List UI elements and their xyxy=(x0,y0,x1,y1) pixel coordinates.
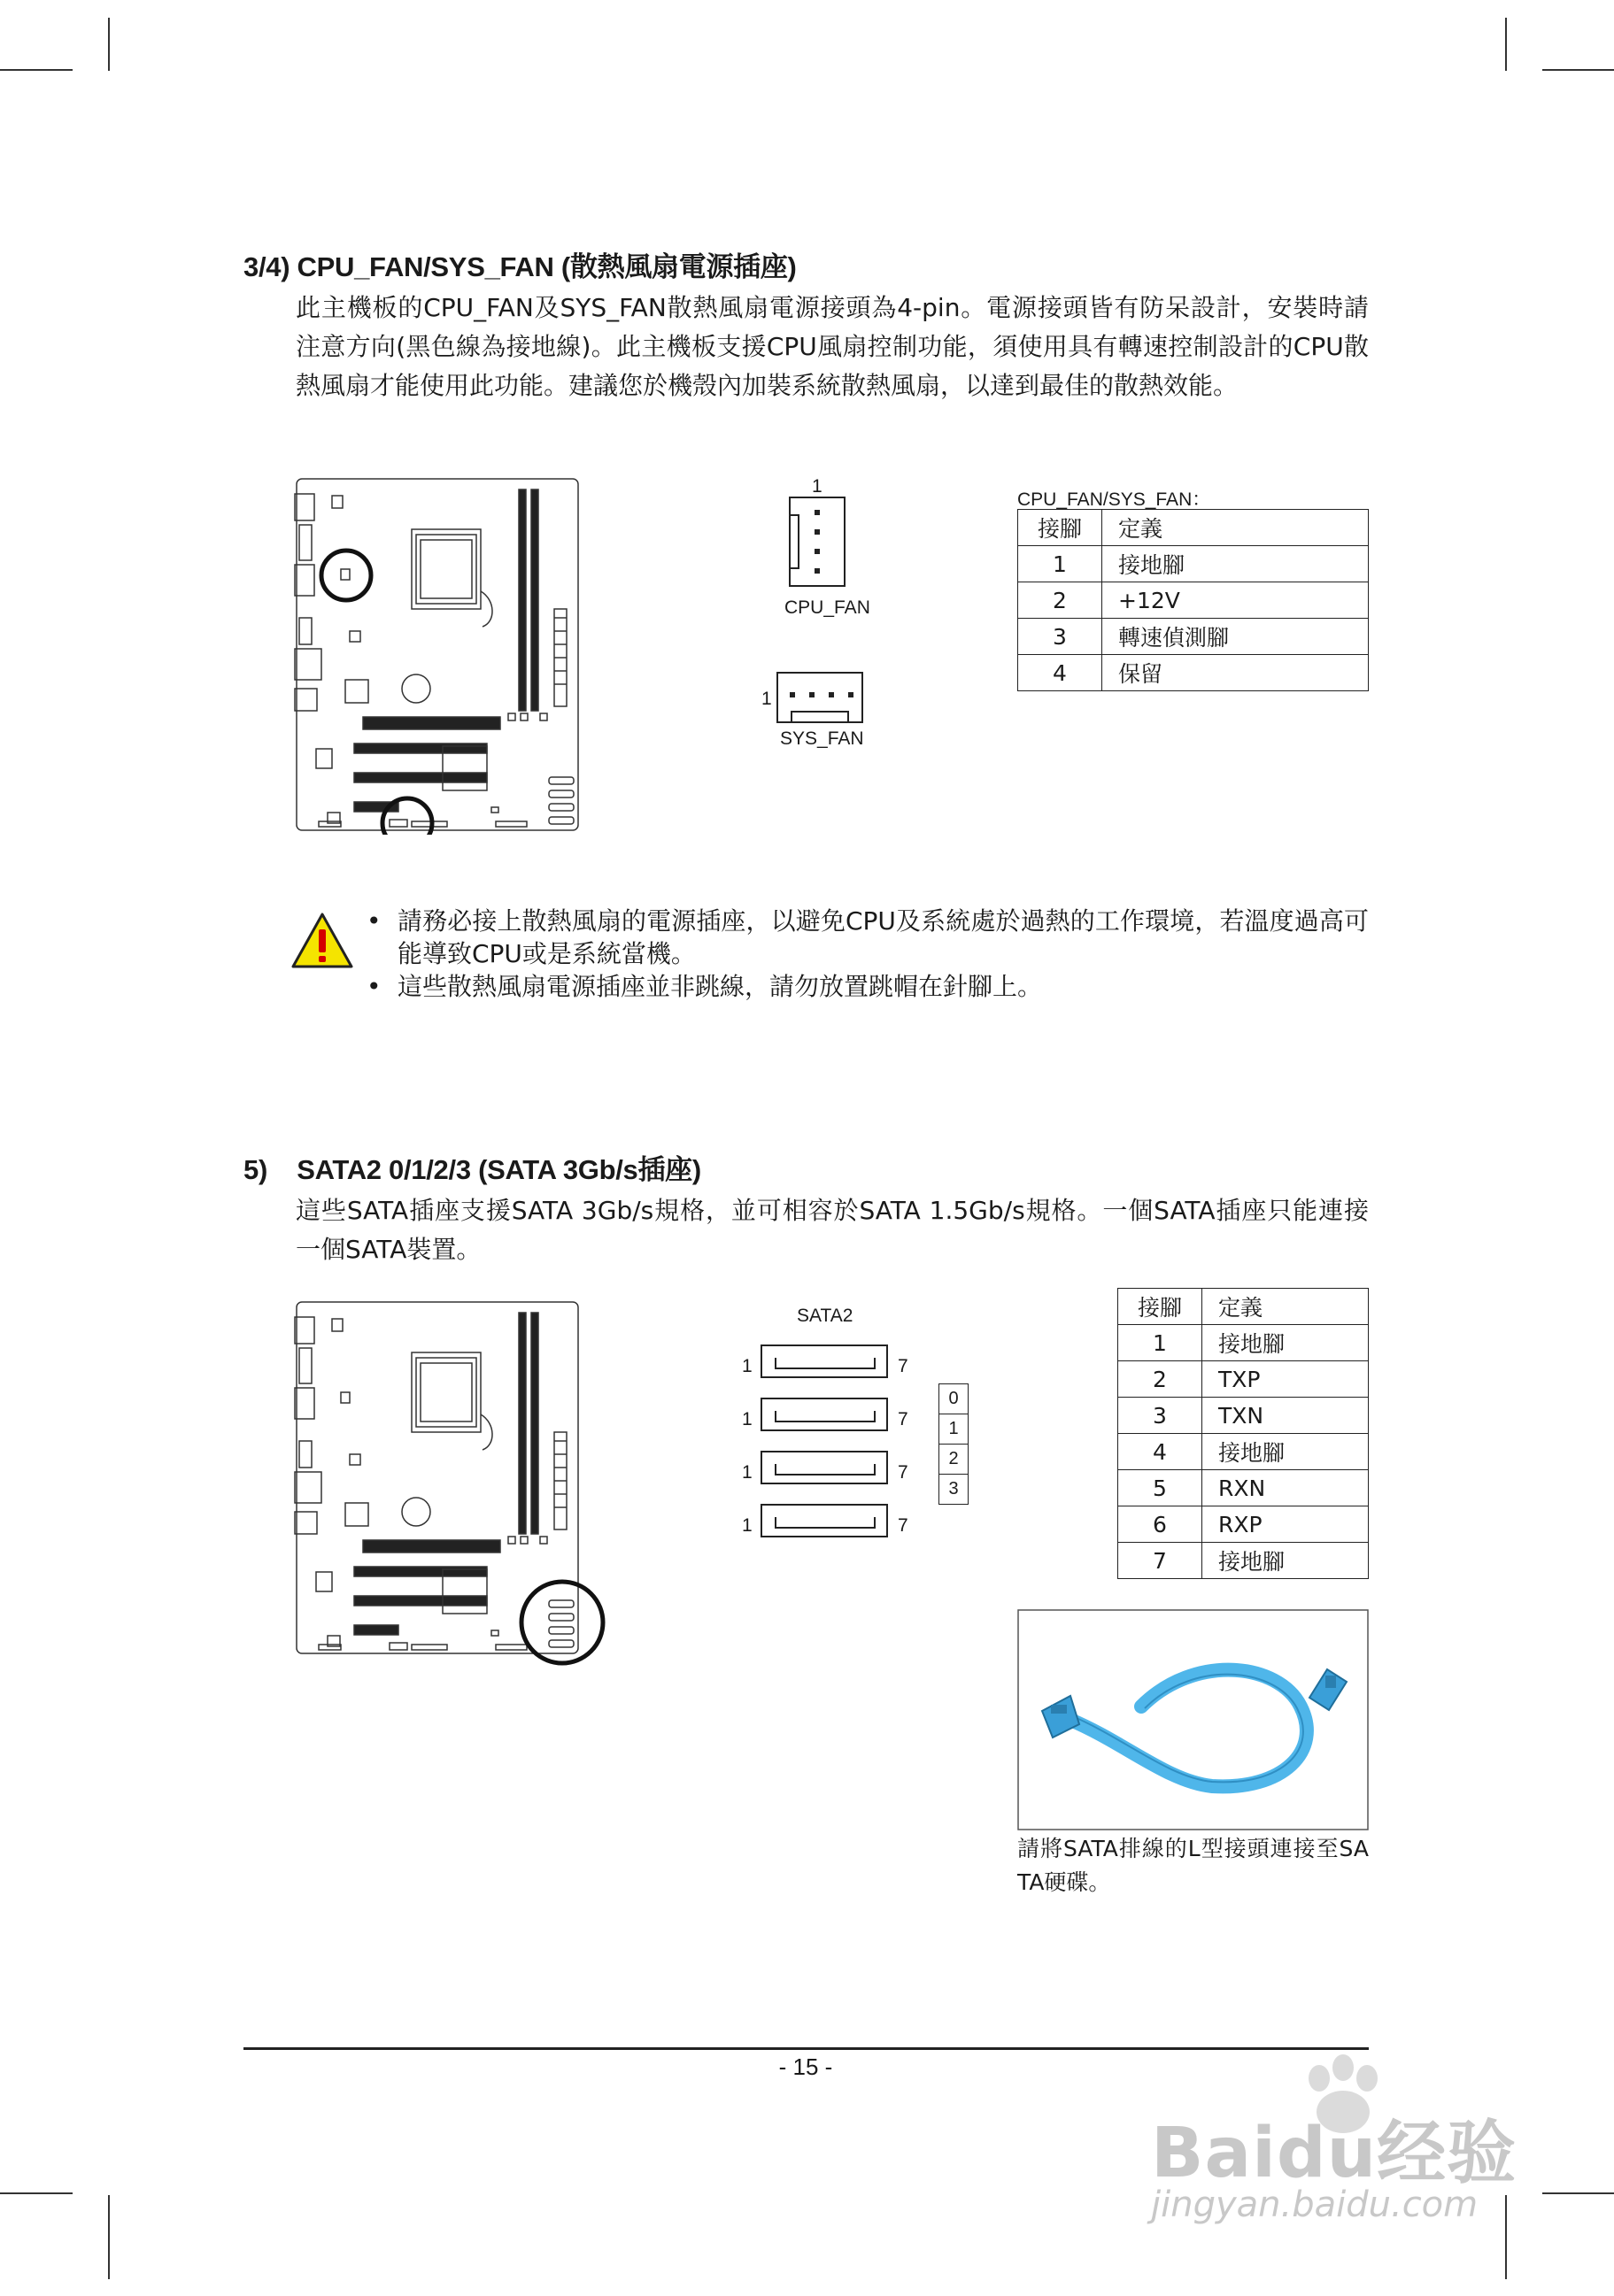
sata-connectors xyxy=(758,1338,900,1551)
pin-definition: RXN xyxy=(1202,1470,1369,1506)
sata-port-number: 3 xyxy=(948,1479,959,1499)
pin-number: 3 xyxy=(1018,619,1102,655)
table-header-definition: 定義 xyxy=(1202,1289,1369,1325)
pin-definition: +12V xyxy=(1102,582,1369,619)
cpu-fan-pin1-label: 1 xyxy=(812,476,822,497)
sata-port-pin1-label: 1 xyxy=(742,1409,753,1429)
table-header-pin: 接腳 xyxy=(1118,1289,1202,1325)
pin-definition: 接地腳 xyxy=(1202,1434,1369,1470)
pin-number: 2 xyxy=(1018,582,1102,619)
crop-mark xyxy=(108,2195,110,2279)
photo-caption: 請將SATA排線的L型接頭連接至SATA硬碟。 xyxy=(1017,1836,1369,1895)
pin-definition: 接地腳 xyxy=(1202,1543,1369,1579)
pin-number: 5 xyxy=(1118,1470,1202,1506)
fan-table-caption: CPU_FAN/SYS_FAN： xyxy=(1017,489,1211,510)
pin-number: 1 xyxy=(1118,1325,1202,1361)
cpu-fan-connector xyxy=(788,496,852,591)
sata-port-number: 0 xyxy=(939,1384,968,1414)
fan-description: 此主機板的CPU_FAN及SYS_FAN散熱風扇電源接頭為4-pin。電源接頭皆有防呆設計，安裝時請注意方向(黑色線為接地線)。此主機板支援CPU風扇控制功能，須使用具有轉速控制設計的CPU散熱風扇才能使用此功能。建議您於機殼內加裝系統散熱風扇，以達到最佳的散熱效能。 xyxy=(296,293,1369,400)
crop-mark xyxy=(0,2192,73,2194)
sys-fan-pin1-label: 1 xyxy=(761,689,772,709)
sata-diagram-title: SATA2 xyxy=(797,1306,853,1326)
pin-number: 1 xyxy=(1018,546,1102,582)
sata-cable-photo xyxy=(1017,1609,1369,1830)
pin-definition: TXN xyxy=(1202,1398,1369,1434)
fan-pin-table xyxy=(1017,509,1369,691)
pin-definition: TXP xyxy=(1202,1361,1369,1398)
sata-description: 這些SATA插座支援SATA 3Gb/s規格，並可相容於SATA 1.5Gb/s規格。一個SATA插座只能連接一個SATA裝置。 xyxy=(296,1196,1369,1264)
table-row xyxy=(1118,1543,1369,1579)
sata-port-number-box xyxy=(938,1383,969,1505)
sata-port-pin1-label: 1 xyxy=(742,1462,753,1483)
pin-definition: 接地腳 xyxy=(1102,546,1369,582)
crop-mark xyxy=(108,18,110,71)
sata-port-pin7-label: 7 xyxy=(898,1462,908,1483)
footer-rule xyxy=(243,2047,1369,2050)
sata-port-number: 2 xyxy=(939,1445,968,1475)
table-row xyxy=(1118,1325,1369,1361)
table-header-definition: 定義 xyxy=(1102,510,1369,546)
crop-mark xyxy=(1505,18,1507,71)
table-row xyxy=(1018,619,1369,655)
pin-number: 4 xyxy=(1118,1434,1202,1470)
table-row xyxy=(1118,1434,1369,1470)
section-heading-fan: 3/4) CPU_FAN/SYS_FAN (散熱風扇電源插座) xyxy=(243,251,797,282)
pin-number: 3 xyxy=(1118,1398,1202,1434)
list-item: • 請務必接上散熱風扇的電源插座，以避免CPU及系統處於過熱的工作環境，若溫度過高可能導致CPU或是系統當機。 xyxy=(367,905,1369,970)
cpu-fan-label: CPU_FAN xyxy=(784,597,870,618)
pin-definition: 轉速偵測腳 xyxy=(1102,619,1369,655)
page-number: - 15 - xyxy=(778,2053,833,2080)
watermark-brand: Baidu经验 xyxy=(1151,2114,1517,2193)
pin-number: 7 xyxy=(1118,1543,1202,1579)
table-row xyxy=(1118,1398,1369,1434)
table-row xyxy=(1118,1361,1369,1398)
sata-port-pin1-label: 1 xyxy=(742,1356,753,1376)
crop-mark xyxy=(1505,2195,1507,2279)
pin-number: 2 xyxy=(1118,1361,1202,1398)
table-row xyxy=(1118,1506,1369,1543)
warning-icon xyxy=(290,912,354,970)
pin-definition: 接地腳 xyxy=(1202,1325,1369,1361)
sata-port-pin7-label: 7 xyxy=(898,1356,908,1376)
crop-mark xyxy=(0,69,73,71)
pin-definition: RXP xyxy=(1202,1506,1369,1543)
sata-port-pin1-label: 1 xyxy=(742,1515,753,1536)
sata-pin-table xyxy=(1117,1288,1369,1579)
sys-fan-connector xyxy=(776,671,866,726)
sata-port-pin7-label: 7 xyxy=(898,1515,908,1536)
warning-list xyxy=(367,905,1369,1003)
sata-port-number: 1 xyxy=(939,1414,968,1445)
table-row xyxy=(1118,1470,1369,1506)
list-item: • 這些散熱風扇電源插座並非跳線，請勿放置跳帽在針腳上。 xyxy=(367,970,1369,1003)
pin-number: 4 xyxy=(1018,655,1102,691)
motherboard-diagram-fan xyxy=(292,476,584,835)
motherboard-diagram-sata xyxy=(292,1299,611,1671)
watermark-url: jingyan.baidu.com xyxy=(1151,2184,1479,2225)
section-heading-sata: 5) SATA2 0/1/2/3 (SATA 3Gb/s插座) xyxy=(243,1154,701,1185)
crop-mark xyxy=(1542,69,1614,71)
pin-number: 6 xyxy=(1118,1506,1202,1543)
table-row xyxy=(1018,655,1369,691)
table-header-pin: 接腳 xyxy=(1018,510,1102,546)
pin-definition: 保留 xyxy=(1102,655,1369,691)
sys-fan-label: SYS_FAN xyxy=(780,728,864,749)
crop-mark xyxy=(1542,2192,1614,2194)
table-row xyxy=(1018,546,1369,582)
table-row xyxy=(1018,582,1369,619)
sata-port-pin7-label: 7 xyxy=(898,1409,908,1429)
